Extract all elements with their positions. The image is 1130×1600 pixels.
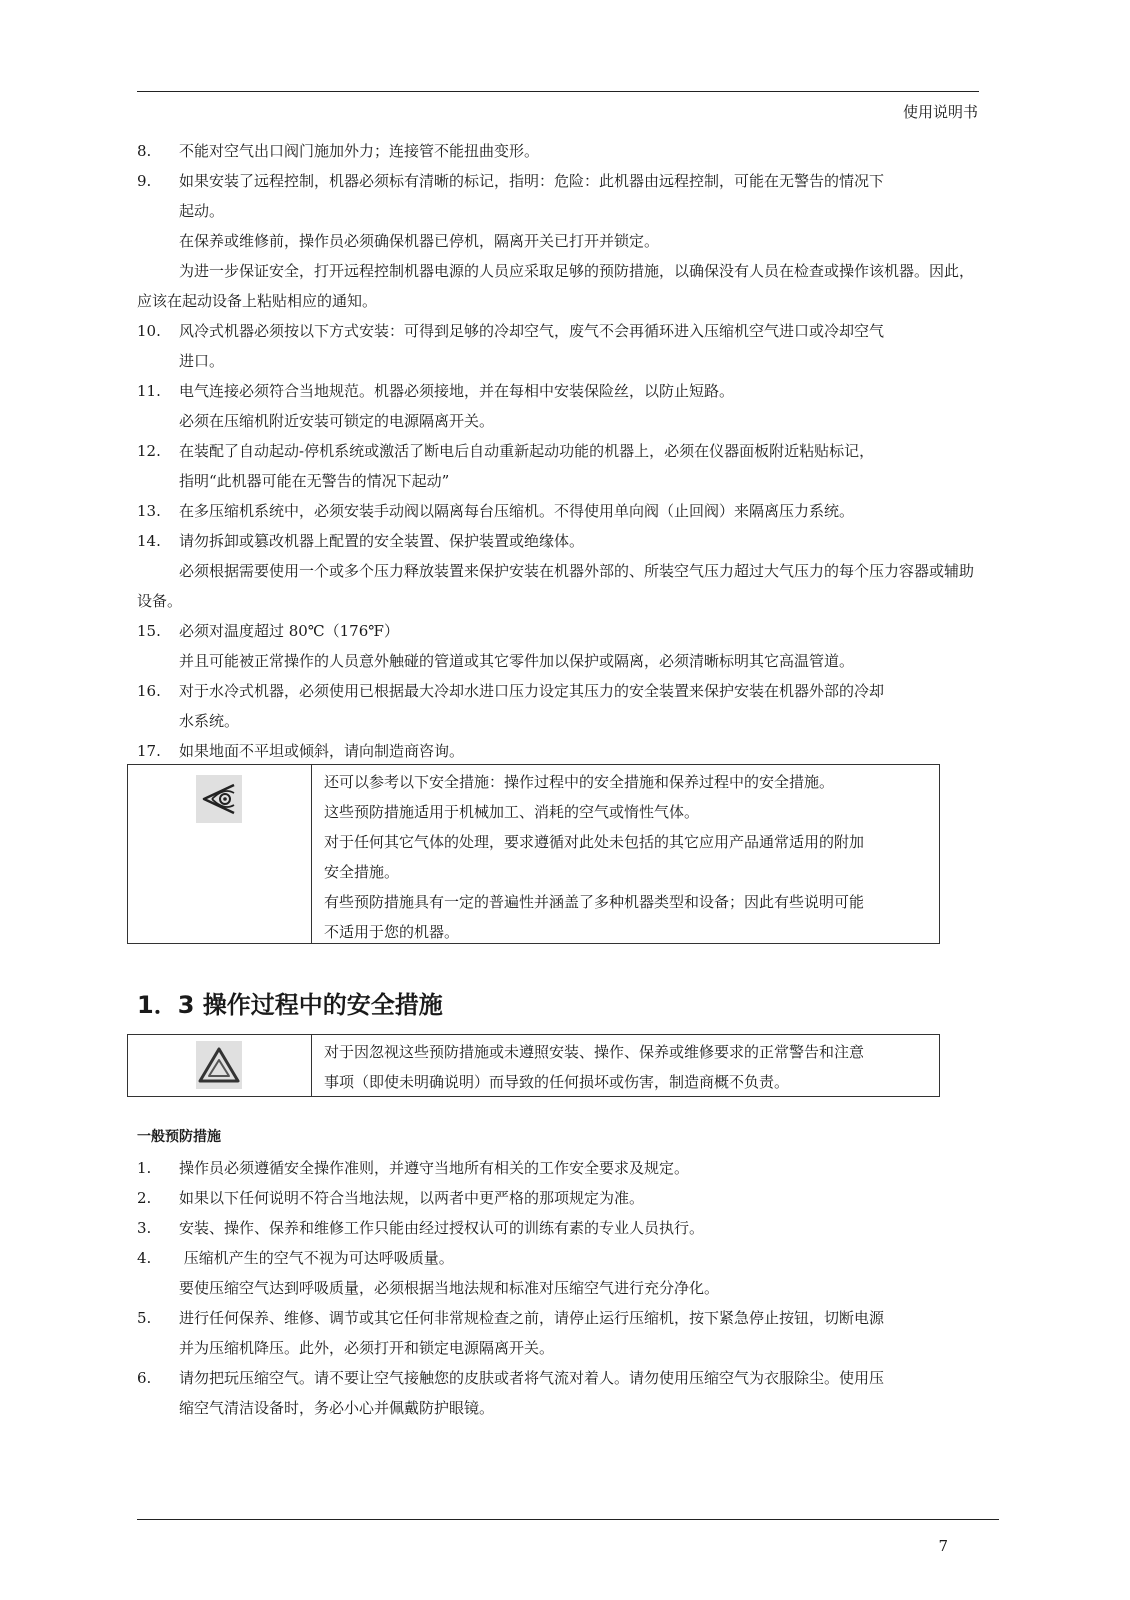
notice-info	[127, 764, 940, 944]
list-item-15: 15. 必须对温度超过 80℃（176℉） 并且可能被正常操作的人员意外触碰的管道或其它零件加以保护或隔离，必须清晰标明其它高温管道。	[137, 622, 855, 670]
list-item-11: 11. 电气连接必须符合当地规范。机器必须接地，并在每相中安装保险丝，以防止短路。 必须在压缩机附近安装可锁定的电源隔离开关。	[137, 382, 735, 430]
list-item-8: 8. 不能对空气出口阀门施加外力；连接管不能扭曲变形。	[137, 142, 540, 160]
notice-info-icon-cell	[128, 765, 312, 943]
notice-warning-text: 对于因忽视这些预防措施或未遵照安装、操作、保养或维修要求的正常警告和注意 事项（即使未明确说明）而导致的任何损坏或伤害，制造商概不负责。	[324, 1043, 865, 1091]
list-item-10: 10. 风冷式机器必须按以下方式安装：可得到足够的冷却空气，废气不会再循环进入压缩机空气进口或冷却空气 进口。	[137, 322, 885, 370]
list-item-12: 12. 在装配了自动起动-停机系统或激活了断电后自动重新起动功能的机器上，必须在仪器面板附近粘贴标记， 指明“此机器可能在无警告的情况下起动”	[137, 442, 875, 490]
header-title: 使用说明书	[902, 103, 978, 121]
list-item-2: 2. 如果以下任何说明不符合当地法规，以两者中更严格的那项规定为准。	[137, 1189, 645, 1207]
list-item-5: 5. 进行任何保养、维修、调节或其它任何非常规检查之前，请停止运行压缩机，按下紧急停止按钮，切断电源 并为压缩机降压。此外，必须打开和锁定电源隔离开关。	[137, 1309, 885, 1357]
subheading: 一般预防措施	[137, 1129, 221, 1145]
list-item-4: 4. 压缩机产生的空气不视为可达呼吸质量。 要使压缩空气达到呼吸质量，必须根据当地法规和标准对压缩空气进行充分净化。	[137, 1249, 720, 1297]
page-number: 7	[938, 1537, 948, 1555]
list-item-3: 3. 安装、操作、保养和维修工作只能由经过授权认可的训练有素的专业人员执行。	[137, 1219, 705, 1237]
list-item-1: 1. 操作员必须遵循安全操作准则，并遵守当地所有相关的工作安全要求及规定。	[137, 1159, 690, 1177]
warning-triangle-icon	[196, 1041, 242, 1089]
notice-warning-icon-cell	[128, 1035, 312, 1096]
notice-info-text: 还可以参考以下安全措施：操作过程中的安全措施和保养过程中的安全措施。 这些预防措施适用于机械加工、消耗的空气或惰性气体。 对于任何其它气体的处理，要求遵循对此处未包括的其它应用产品通常适用的附加 安全措施。 有些预防措施具有一定的普遍性并涵盖了多种机器类型和设备；因此有些说明可能 不适用于您的机器。	[324, 773, 865, 941]
header-rule	[137, 91, 979, 92]
list-item-6: 6. 请勿把玩压缩空气。请不要让空气接触您的皮肤或者将气流对着人。请勿使用压缩空气为衣服除尘。使用压 缩空气清洁设备时，务必小心并佩戴防护眼镜。	[137, 1369, 885, 1417]
section-title: 1．3 操作过程中的安全措施	[137, 991, 443, 1019]
footer-rule	[137, 1519, 999, 1520]
list-item-16: 16. 对于水冷式机器，必须使用已根据最大冷却水进口压力设定其压力的安全装置来保护安装在机器外部的冷却 水系统。	[137, 682, 885, 730]
list-item-9: 9. 如果安装了远程控制，机器必须标有清晰的标记，指明：危险：此机器由远程控制，可能在无警告的情况下 起动。 在保养或维修前，操作员必须确保机器已停机，隔离开关已打开并锁定。 为进一步保证安全，打开远程控制机器电源的人员应采取足够的预防措施，以确保没有人员在检查或操作该机器。因此，应该在起动设备上粘贴相应的通知。	[137, 172, 975, 310]
list-item-13: 13. 在多压缩机系统中，必须安装手动阀以隔离每台压缩机。不得使用单向阀（止回阀）来隔离压力系统。	[137, 502, 855, 520]
eye-warning-icon	[196, 775, 242, 823]
list-item-14: 14. 请勿拆卸或篡改机器上配置的安全装置、保护装置或绝缘体。 必须根据需要使用一个或多个压力释放装置来保护安装在机器外部的、所装空气压力超过大气压力的每个压力容器或辅助设备。	[137, 532, 975, 610]
list-item-17: 17. 如果地面不平坦或倾斜，请向制造商咨询。	[137, 742, 465, 760]
notice-warning	[127, 1034, 940, 1097]
